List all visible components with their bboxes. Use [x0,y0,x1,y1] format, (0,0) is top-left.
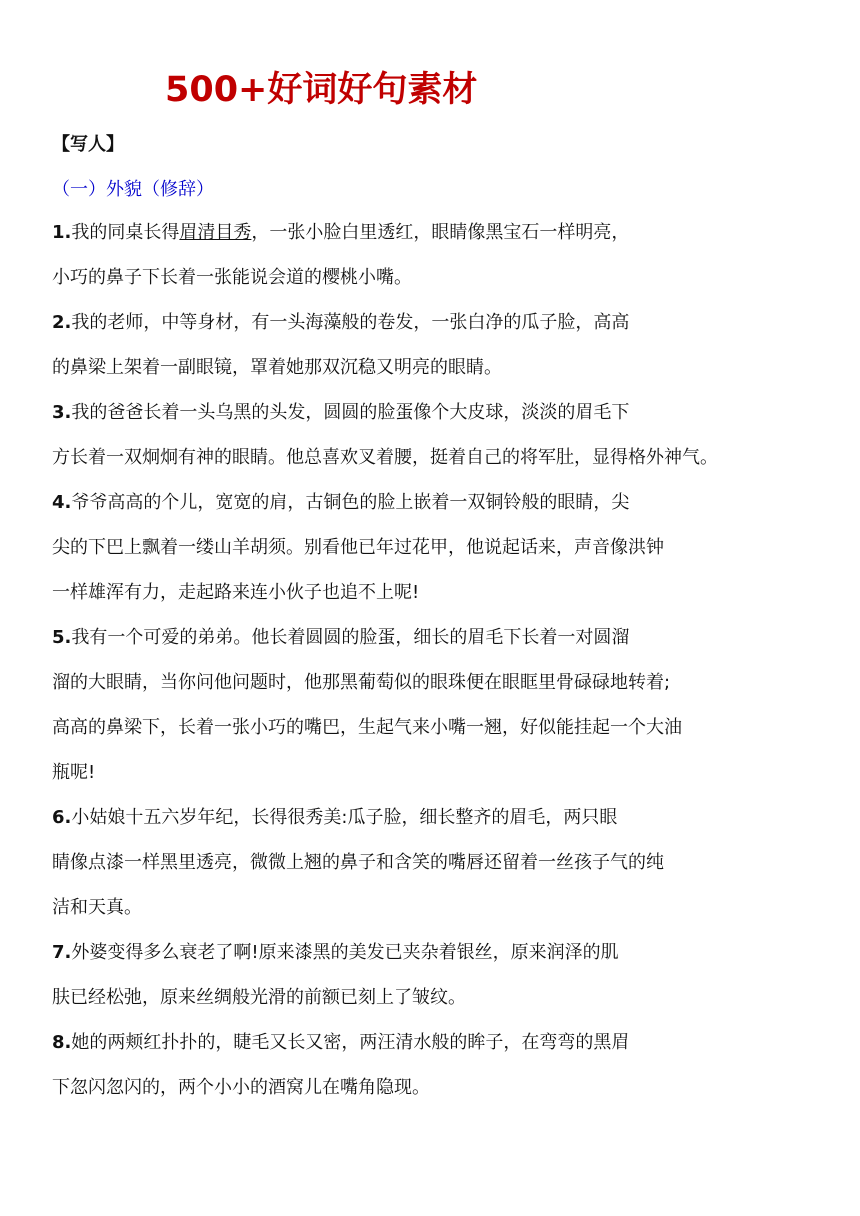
entry-text: ，一张小脸白里透红，眼睛像黑宝石一样明亮， [251,222,630,243]
entry-number: 4. [52,492,72,513]
entry-number: 3. [52,402,72,423]
entry-number: 5. [52,627,72,648]
entry-line [52,896,142,920]
entry-number: 8. [52,1032,72,1053]
entry-text: 一样雄浑有力，走起路来连小伙子也追不上呢! [52,582,420,603]
entry-text: 小姑娘十五六岁年纪，长得很秀美:瓜子脸，细长整齐的眉毛，两只眼 [71,807,618,828]
entry-line [52,446,718,470]
entry-first-line [52,806,617,830]
entry-text: 下忽闪忽闪的，两个小小的酒窝儿在嘴角隐现。 [52,1077,430,1098]
entry-line [52,536,664,560]
entry-text: 她的两颊红扑扑的，睫毛又长又密，两汪清水般的眸子，在弯弯的黑眉 [71,1032,630,1053]
entry-first-line [52,491,629,515]
entry-text: 洁和天真。 [52,897,142,918]
entry-number: 6. [52,807,72,828]
subsection-heading: （一）外貌（修辞） [52,179,214,200]
entry-text: 我有一个可爱的弟弟。他长着圆圆的脸蛋，细长的眉毛下长着一对圆溜 [71,627,630,648]
entry-first-line [52,401,629,425]
entry-first-line [52,626,629,650]
entry-text: 我的爸爸长着一头乌黑的头发，圆圆的脸蛋像个大皮球，淡淡的眉毛下 [71,402,630,423]
entry-line [52,356,502,380]
entry-text: 爷爷高高的个儿，宽宽的肩，古铜色的脸上嵌着一双铜铃般的眼睛，尖 [71,492,630,513]
entry-line [52,266,412,290]
entry-first-line [52,1031,629,1055]
entry-line [52,851,664,875]
entry-first-line [52,221,629,245]
underlined-phrase: 眉清目秀 [179,222,252,243]
entry-text: 溜的大眼睛，当你问他问题时，他那黑葡萄似的眼珠便在眼眶里骨碌碌地转着; [52,672,671,693]
entry-number: 1. [52,222,72,243]
entry-first-line [52,941,619,965]
document-title: 500+好词好句素材 [165,70,478,110]
entry-number: 2. [52,312,72,333]
entry-first-line [52,311,629,335]
entry-line [52,581,419,605]
entry-text: 睛像点漆一样黑里透亮，微微上翘的鼻子和含笑的嘴唇还留着一丝孩子气的纯 [52,852,664,873]
entry-text: 尖的下巴上飘着一缕山羊胡须。别看他已年过花甲，他说起话来，声音像洪钟 [52,537,664,558]
entry-text: 高高的鼻梁下，长着一张小巧的嘴巴，生起气来小嘴一翘，好似能挂起一个大油 [52,717,682,738]
entry-text: 瓶呢! [52,762,96,783]
entry-text: 小巧的鼻子下长着一张能说会道的樱桃小嘴。 [52,267,412,288]
entry-line [52,761,95,785]
entry-text: 的鼻梁上架着一副眼镜，罩着她那双沉稳又明亮的眼睛。 [52,357,502,378]
entry-text: 外婆变得多么衰老了啊!原来漆黑的美发已夹杂着银丝，原来润泽的肌 [71,942,619,963]
entry-text: 我的同桌长得 [71,222,180,243]
entry-text: 我的老师，中等身材，有一头海藻般的卷发，一张白净的瓜子脸，高高 [71,312,630,333]
entry-text: 方长着一双炯炯有神的眼睛。他总喜欢叉着腰，挺着自己的将军肚，显得格外神气。 [52,447,718,468]
section-heading: 【写人】 [52,134,124,155]
entry-line [52,1076,430,1100]
entry-text: 肤已经松弛，原来丝绸般光滑的前额已刻上了皱纹。 [52,987,466,1008]
entry-line [52,986,466,1010]
entry-line [52,716,682,740]
entry-line [52,671,670,695]
entry-number: 7. [52,942,72,963]
